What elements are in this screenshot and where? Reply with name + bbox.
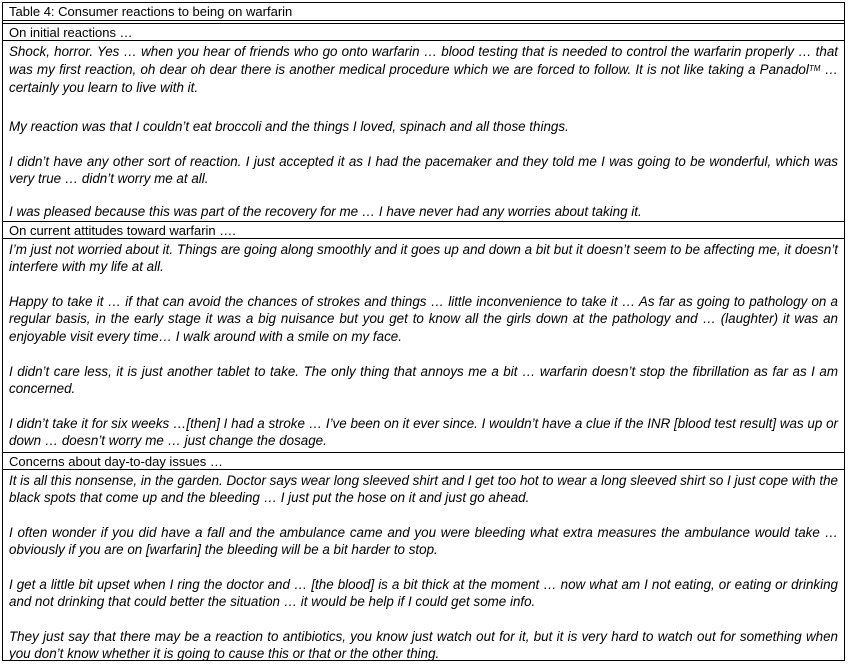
section-header-initial-reactions	[3, 23, 844, 41]
trademark-mark: TM	[808, 64, 821, 74]
section-header-day-to-day	[3, 452, 844, 470]
quote: I get a little bit upset when I ring the doctor and … [the blood] is a bit thick at the moment … now what am I not eating, or eating or drinking and not drinking that could better the situation … it would be help if I could get some info.	[9, 577, 838, 610]
quote: Shock, horror. Yes … when you hear of friends who go onto warfarin … blood testing that is needed to control the warfarin properly … that was my first reaction, oh dear oh dear there is another medical procedure which we are forced to follow. It is not like taking a Panadol™ … certainly you learn to live with it.	[9, 44, 838, 95]
table-title: Table 4: Consumer reactions to being on warfarin	[9, 4, 293, 19]
section-header-current-attitudes	[3, 221, 844, 239]
section-header-label: On current attitudes toward warfarin ….	[9, 223, 236, 238]
quote: I’m just not worried about it. Things are going along smoothly and it goes up and down a bit but it doesn’t seem to be affecting me, it doesn’t interfere with my life at all.	[9, 242, 838, 275]
quote: It is all this nonsense, in the garden. Doctor says wear long sleeved shirt and I get too hot to wear a long sleeved shirt so I just cope with the black spots that come up and the bleeding … I just put the hose on it and just go ahead.	[9, 473, 838, 506]
table-title-row	[3, 3, 844, 21]
section-header-label: On initial reactions …	[9, 25, 133, 40]
quote: My reaction was that I couldn’t eat broccoli and the things I loved, spinach and all those things.	[9, 119, 569, 134]
quote: Happy to take it … if that can avoid the chances of strokes and things … little inconvenience to take it … As far as going to pathology on a regular basis, in the early stage it was a big nuisance but you get to know all the girls down at the pathology and … (laughter) it was an enjoyable visit every time… I walk around with a smile on my face.	[9, 294, 838, 344]
consumer-reactions-table	[2, 2, 845, 661]
quote: I didn’t take it for six weeks …[then] I had a stroke … I’ve been on it ever since. I wouldn’t have a clue if the INR [blood test result] was up or down … doesn’t worry me … just change the dosage.	[9, 416, 838, 449]
quote: I was pleased because this was part of the recovery for me … I have never had any worries about taking it.	[9, 204, 642, 219]
quote: I didn’t care less, it is just another tablet to take. The only thing that annoys me a bit … warfarin doesn’t stop the fibrillation as far as I am concerned.	[9, 364, 838, 397]
section-body-current-attitudes	[3, 239, 844, 449]
section-header-label: Concerns about day-to-day issues …	[9, 454, 223, 469]
quote: I didn’t have any other sort of reaction. I just accepted it as I had the pacemaker and they told me I was going to be wonderful, which was very true … didn’t worry me at all.	[9, 154, 838, 187]
section-body-initial-reactions	[3, 41, 844, 217]
section-body-day-to-day	[3, 470, 844, 660]
quote: I often wonder if you did have a fall and the ambulance came and you were bleeding what extra measures the ambulance would take … obviously if you are on [warfarin] the bleeding will be a bit harder to stop.	[9, 525, 838, 558]
quote: They just say that there may be a reaction to antibiotics, you know just watch out for it, but it is very hard to watch out for something when you don’t know whether it is going to cause this or that or the other thing.	[9, 629, 838, 662]
